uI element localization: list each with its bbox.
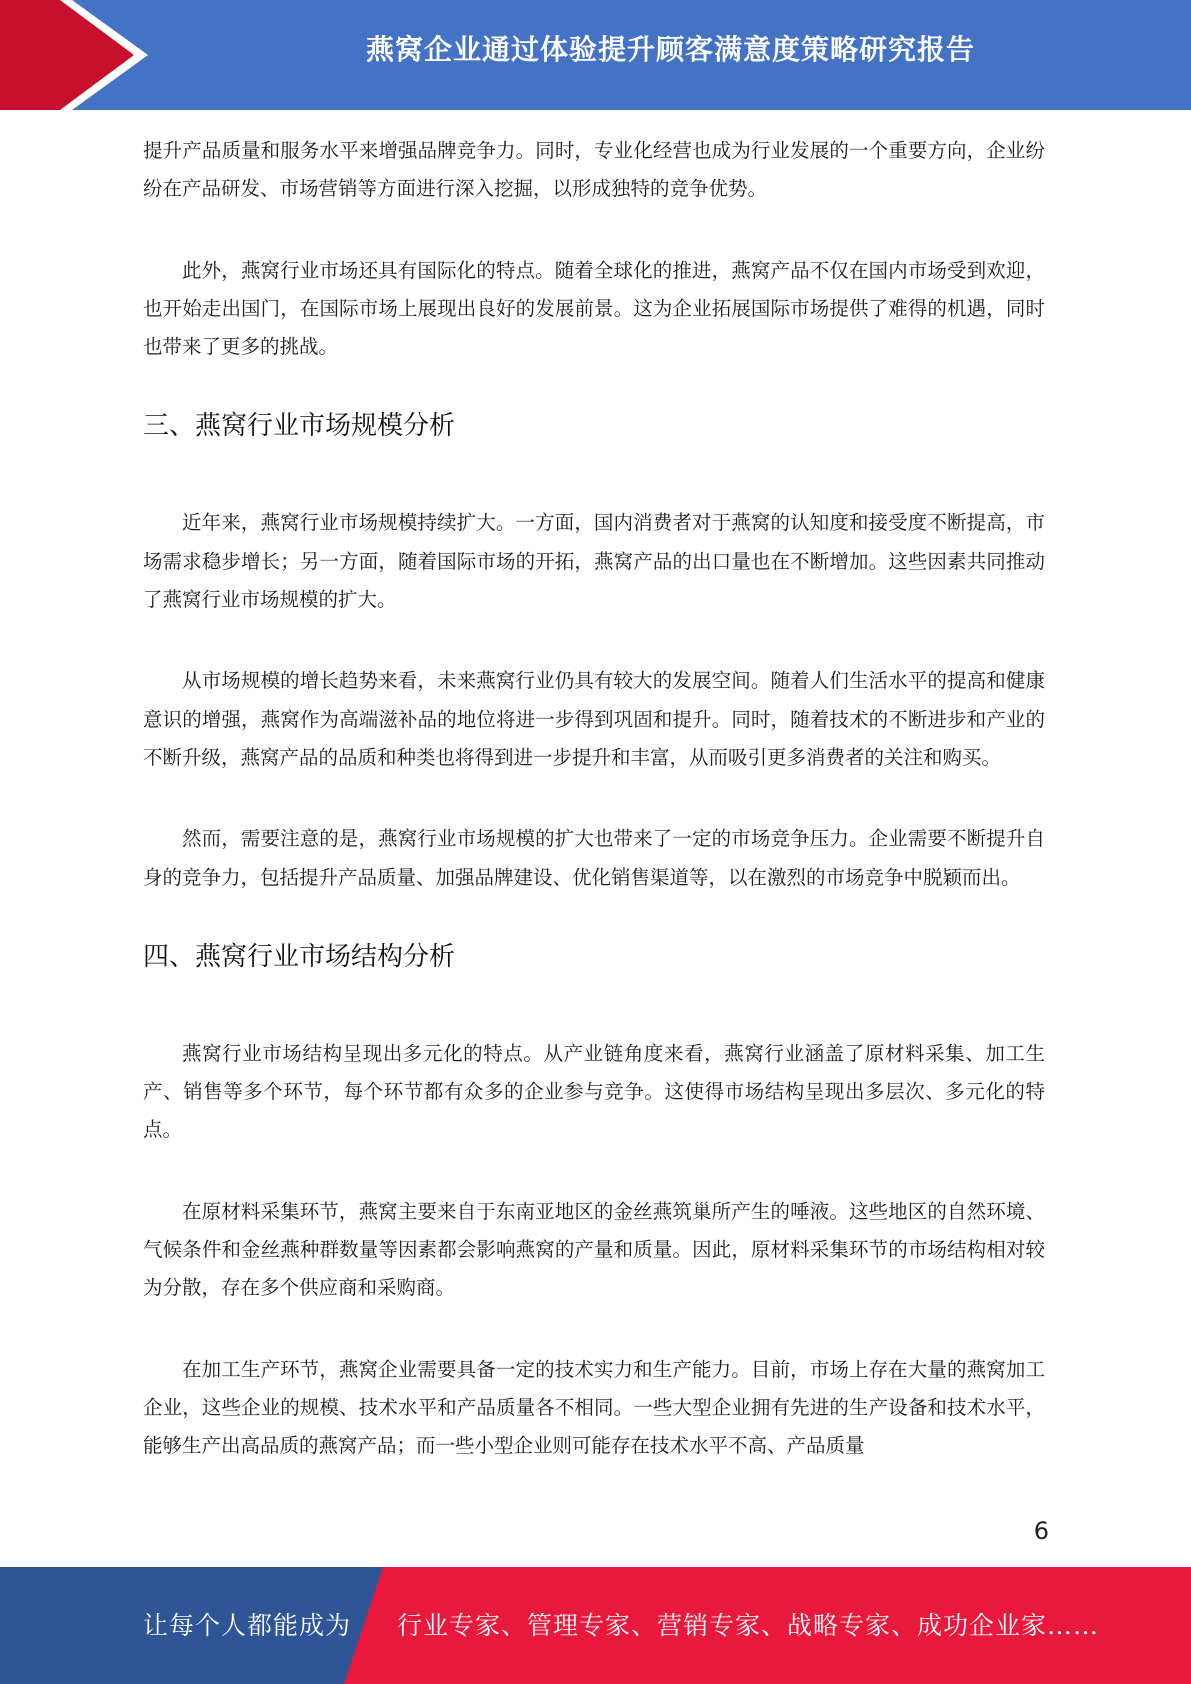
paragraph: 在原材料采集环节，燕窝主要来自于东南亚地区的金丝燕筑巢所产生的唾液。这些地区的自然环境、气候条件和金丝燕种群数量等因素都会影响燕窝的产量和质量。因此，原材料采集环节的市场结构相对较为分散，存在多个供应商和采购商。 — [143, 1199, 1045, 1300]
page-number: 6 — [1033, 1517, 1049, 1545]
paragraph: 然而，需要注意的是，燕窝行业市场规模的扩大也带来了一定的市场竞争压力。企业需要不断提升自身的竞争力，包括提升产品质量、加强品牌建设、优化销售渠道等，以在激烈的市场竞争中脱颖而出。 — [143, 827, 1045, 889]
footer-banner — [0, 1567, 1191, 1684]
header-banner — [0, 0, 1191, 110]
footer-slogan-right: 行业专家、管理专家、营销专家、战略专家、成功企业家…… — [397, 1611, 1100, 1640]
footer-slogan-left: 让每个人都能成为 — [143, 1611, 352, 1640]
paragraph: 近年来，燕窝行业市场规模持续扩大。一方面，国内消费者对于燕窝的认知度和接受度不断提高，市场需求稳步增长；另一方面，随着国际市场的开拓，燕窝产品的出口量也在不断增加。这些因素共同推动了燕窝行业市场规模的扩大。 — [143, 511, 1045, 612]
report-title: 燕窝企业通过体验提升顾客满意度策略研究报告 — [365, 33, 975, 66]
paragraph: 燕窝行业市场结构呈现出多元化的特点。从产业链角度来看，燕窝行业涵盖了原材料采集、加工生产、销售等多个环节，每个环节都有众多的企业参与竞争。这使得市场结构呈现出多层次、多元化的特点。 — [143, 1041, 1045, 1142]
paragraph: 在加工生产环节，燕窝企业需要具备一定的技术实力和生产能力。目前，市场上存在大量的燕窝加工企业，这些企业的规模、技术水平和产品质量各不相同。一些大型企业拥有先进的生产设备和技术水平，能够生产出高品质的燕窝产品；而一些小型企业则可能存在技术水平不高、产品质量 — [143, 1357, 1045, 1458]
paragraph: 从市场规模的增长趋势来看，未来燕窝行业仍具有较大的发展空间。随着人们生活水平的提高和健康意识的增强，燕窝作为高端滋补品的地位将进一步得到巩固和提升。同时，随着技术的不断进步和产业的不断升级，燕窝产品的品质和种类也将得到进一步提升和丰富，从而吸引更多消费者的关注和购买。 — [143, 669, 1045, 769]
red-arrow-graphic — [0, 0, 160, 110]
page-content — [143, 132, 1045, 1509]
paragraph: 提升产品质量和服务水平来增强品牌竞争力。同时，专业化经营也成为行业发展的一个重要方向，企业纷纷在产品研发、市场营销等方面进行深入挖掘，以形成独特的竞争优势。 — [143, 139, 1045, 201]
paragraph: 此外，燕窝行业市场还具有国际化的特点。随着全球化的推进，燕窝产品不仅在国内市场受到欢迎，也开始走出国门，在国际市场上展现出良好的发展前景。这为企业拓展国际市场提供了难得的机遇，同时也带来了更多的挑战。 — [143, 258, 1045, 359]
section-heading-market-structure: 四、燕窝行业市场结构分析 — [143, 941, 456, 972]
section-heading-market-size: 三、燕窝行业市场规模分析 — [143, 411, 456, 442]
